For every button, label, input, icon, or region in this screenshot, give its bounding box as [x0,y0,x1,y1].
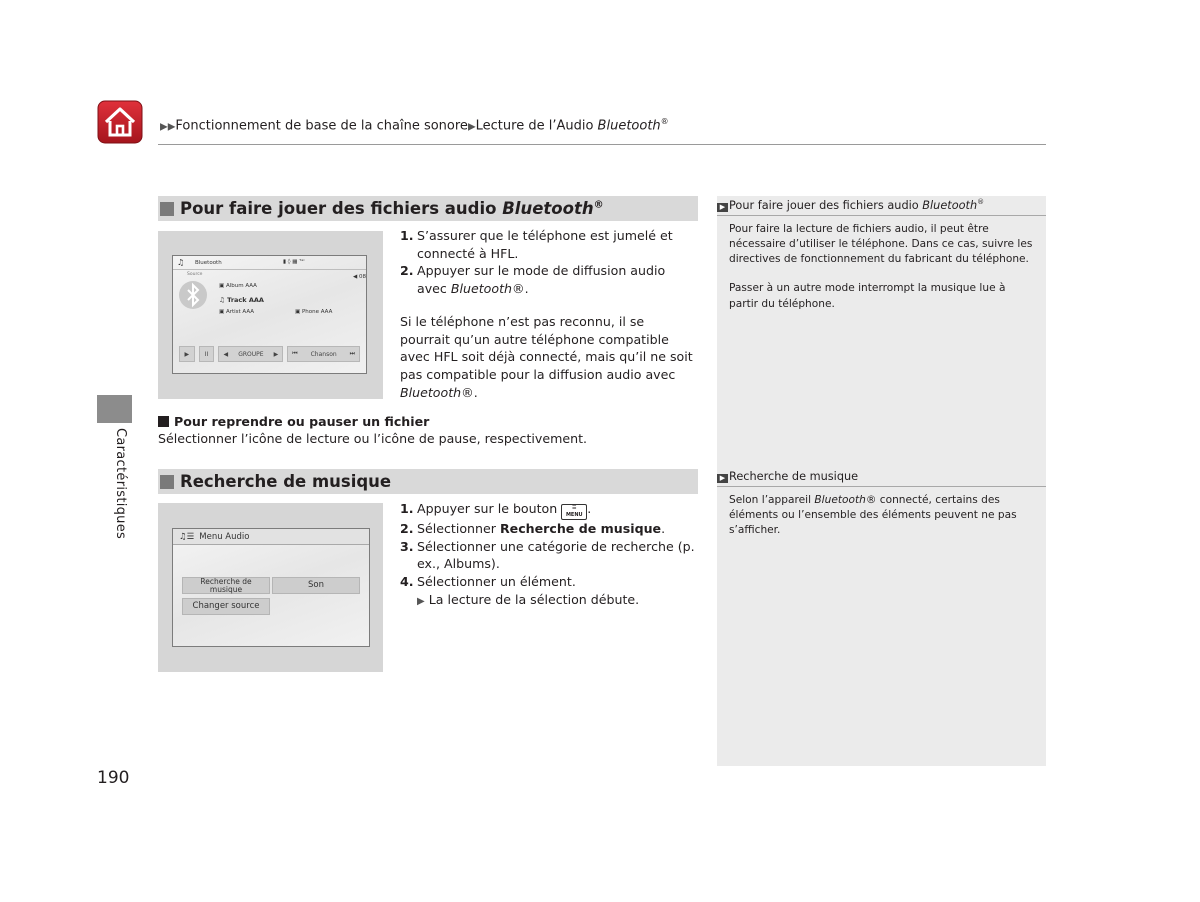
music-note-icon: ♫ [177,258,185,267]
status-icons: ▮ ◊ ▦ ᵀᵃˡ [283,259,305,265]
breadcrumb-arrow-icon: ▶ [467,121,476,133]
playback-controls [173,346,366,366]
change-source-menu-button[interactable]: Changer source [182,598,270,615]
step-2: 2. Appuyer sur le mode de diffusion audio avec Bluetooth®. [400,263,666,297]
home-icon[interactable] [97,100,143,144]
bluetooth-audio-screen [172,255,367,374]
note-paragraph: Selon l’appareil Bluetooth® connecté, certains des éléments ou l’ensemble des éléments peuvent ne pas s’afficher. [729,494,1017,537]
source-tab-label: Bluetooth [195,260,222,266]
bluetooth-icon [179,281,207,309]
breadcrumb-item-2-italic: Bluetooth [597,118,661,134]
note-body [717,216,1046,312]
breadcrumb-item-2[interactable]: Lecture de l’Audio [475,118,598,134]
bluetooth-audio-screen-illustration [158,231,383,399]
page-number: 190 [97,768,130,788]
chapter-tab-marker [97,395,132,423]
group-control[interactable]: ◀ GROUPE ▶ [218,346,283,362]
album-row: ▣ Album AAA [219,283,257,289]
source-label: Source [187,272,203,277]
artist-row: ▣ Artist AAA [219,309,255,315]
note-panel-bluetooth-audio [717,196,1046,468]
note-heading: ▶ Recherche de musique [717,468,1046,487]
chapter-tab-label: Caractéristiques [113,428,128,540]
note-paragraph: Pour faire la lecture de fichiers audio, il peut être nécessaire d’utiliser le téléphone. Dans ce cas, suivre les directives de fonctionnement du fabricant du téléphone. [729,222,1033,266]
audio-menu-screen-illustration [158,503,383,672]
pause-button[interactable]: II [199,346,215,362]
phone-row: ▣ Phone AAA [295,309,333,315]
step-4: 4. Sélectionner un élément. [400,574,576,590]
section1-steps [400,227,698,298]
breadcrumb-item-1[interactable]: Fonctionnement de base de la chaîne sonore [175,118,468,134]
note-paragraph: Passer à un autre mode interrompt la musique lue à partir du téléphone. [729,282,1006,310]
step-1: 1. Appuyer sur le bouton ☰ MENU . [400,501,592,518]
audio-menu-icon: ♫☰ [179,531,195,542]
subheading-text: Sélectionner l’icône de lecture ou l’icône de pause, respectivement. [158,431,588,446]
menu-button-icon: ☰ MENU [561,504,587,520]
section-heading-music-search: Recherche de musique [158,469,698,494]
note-body [717,487,1046,539]
step-result: ▶ La lecture de la sélection débute. [417,591,640,607]
sound-menu-button[interactable]: Son [272,577,360,594]
registered-mark: ® [660,117,669,126]
audio-menu-title-bar [173,529,369,545]
screen-top-bar [173,256,366,270]
section1-paragraph: Si le téléphone n’est pas reconnu, il se pourrait qu’un autre téléphone compatible avec HFL soit déjà connecté, mais qu’il ne soit pas compatible pour la diffusion audio avec Bluetooth®. [400,314,693,400]
step-2: 2. Sélectionner Recherche de musique. [400,521,666,536]
step-3: 3. Sélectionner une catégorie de recherche (p. ex., Albums). [400,538,695,572]
section2-steps [400,500,698,611]
breadcrumb-arrow-icon: ▶▶ [160,121,176,133]
audio-menu-screen [172,528,370,647]
section-heading-bluetooth-audio: Pour faire jouer des fichiers audio Bluetooth® [158,196,698,221]
note-heading: ▶ Pour faire jouer des fichiers audio Bluetooth® [717,196,1046,216]
subheading-resume-pause: Pour reprendre ou pauser un fichier [158,414,429,429]
heading-square-icon [160,202,174,216]
play-button[interactable]: ▶ [179,346,195,362]
music-search-menu-button[interactable]: Recherche de musique [182,577,270,594]
step-1: 1. S’assurer que le téléphone est jumelé et connecté à HFL. [400,228,673,261]
audio-menu-title: Menu Audio [199,531,250,542]
result-arrow-icon: ▶ [417,595,425,607]
track-control[interactable]: ⏮ Chanson ⏭ [287,346,360,362]
note-panel-music-search [717,468,1046,766]
header-divider [158,144,1046,145]
breadcrumb [160,117,669,133]
note-reference-icon: ▶ [717,474,728,483]
note-reference-icon: ▶ [717,203,728,212]
heading-square-icon [160,475,174,489]
track-number: ◀ 08 [353,274,366,280]
subheading-square-icon [158,416,169,427]
track-row: ♫ Track AAA [219,296,264,304]
